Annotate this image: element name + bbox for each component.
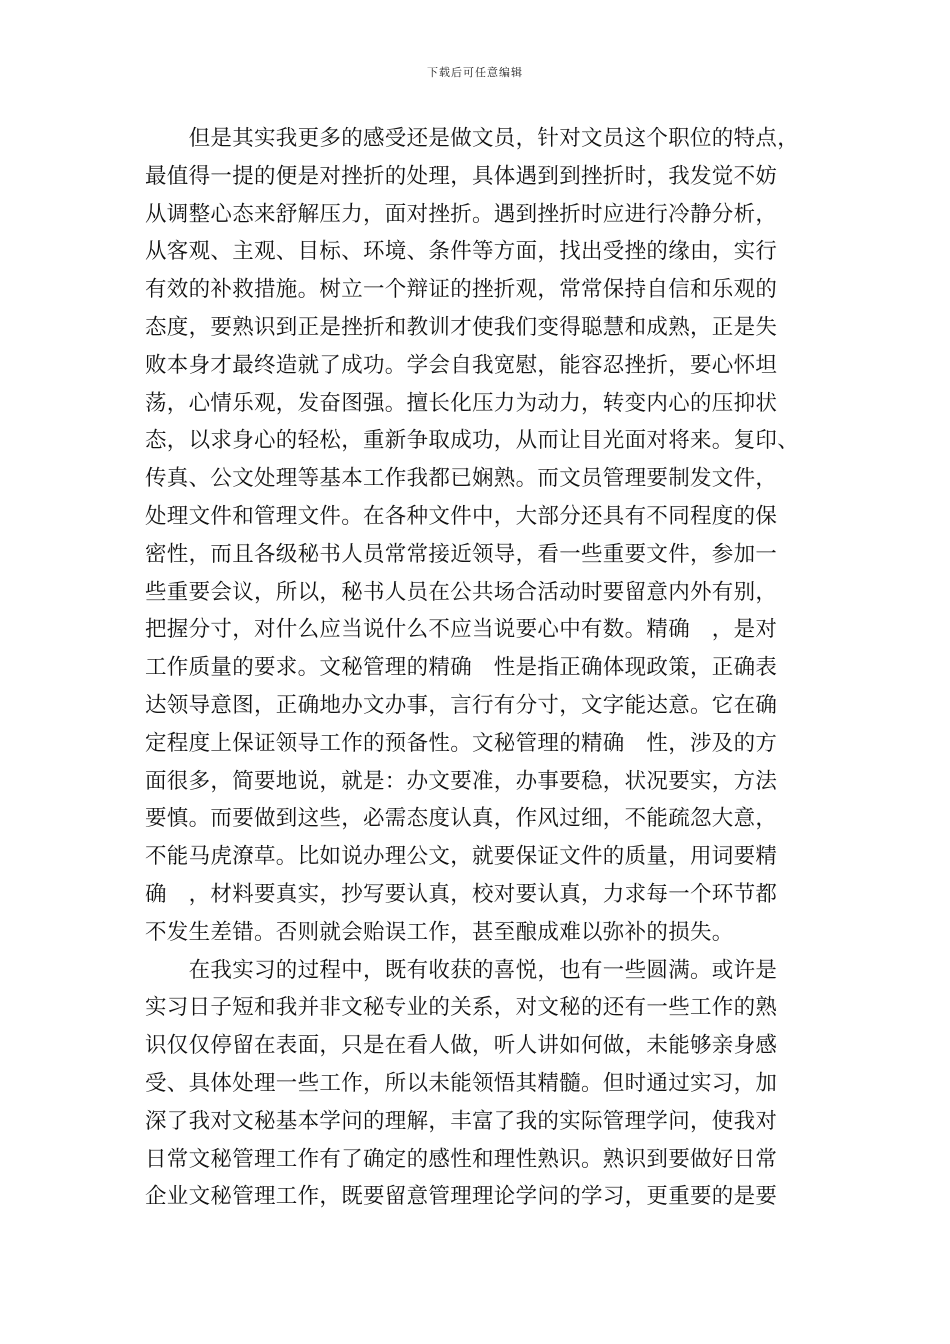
- text-line: 荡，心情乐观，发奋图强。擅长化压力为动力，转变内心的压抑状: [145, 390, 778, 416]
- document-body: [145, 120, 810, 1216]
- text-line: 企业文秘管理工作，既要留意管理理论学问的学习，更重要的是要: [145, 1184, 778, 1210]
- text-line: 达领导意图，正确地办文办事，言行有分寸，文字能达意。它在确: [145, 692, 778, 718]
- text-line: 败本身才最终造就了成功。学会自我宽慰，能容忍挫折，要心怀坦: [145, 352, 778, 378]
- text-line: 工作质量的要求。文秘管理的精确 性是指正确体现政策，正确表: [145, 655, 778, 681]
- text-line: 受、具体处理一些工作，所以未能领悟其精髓。但时通过实习，加: [145, 1070, 778, 1096]
- text-line: 处理文件和管理文件。在各种文件中，大部分还具有不同程度的保: [145, 503, 778, 529]
- page-header: 下载后可任意编辑: [427, 66, 523, 79]
- text-line: 最值得一提的便是对挫折的处理，具体遇到到挫折时，我发觉不妨: [145, 163, 778, 189]
- text-line: 但是其实我更多的感受还是做文员，针对文员这个职位的特点，: [145, 126, 800, 151]
- text-line: 深了我对文秘基本学问的理解，丰富了我的实际管理学问，使我对: [145, 1108, 778, 1134]
- text-line: 从客观、主观、目标、环境、条件等方面，找出受挫的缘由，实行: [145, 239, 778, 265]
- text-line: 确 ，材料要真实，抄写要认真，校对要认真，力求每一个环节都: [145, 881, 778, 907]
- text-line: 实习日子短和我并非文秘专业的关系，对文秘的还有一些工作的熟: [145, 995, 778, 1021]
- text-line: 日常文秘管理工作有了确定的感性和理性熟识。熟识到要做好日常: [145, 1146, 778, 1172]
- text-line: 些重要会议，所以，秘书人员在公共场合活动时要留意内外有别，: [145, 579, 778, 605]
- text-line: 从调整心态来舒解压力，面对挫折。遇到挫折时应进行冷静分析，: [145, 201, 778, 227]
- text-line: 在我实习的过程中，既有收获的喜悦，也有一些圆满。或许是: [145, 957, 778, 983]
- text-line: 面很多，简要地说，就是：办文要准，办事要稳，状况要实，方法: [145, 768, 778, 794]
- text-line: 不发生差错。否则就会贻误工作，甚至酿成难以弥补的损失。: [145, 919, 734, 945]
- text-line: 有效的补救措施。树立一个辩证的挫折观，常常保持自信和乐观的: [145, 277, 778, 303]
- text-line: 态，以求身心的轻松，重新争取成功，从而让目光面对将来。复印、: [145, 428, 800, 454]
- text-line: 传真、公文处理等基本工作我都已娴熟。而文员管理要制发文件，: [145, 466, 778, 492]
- text-line: 把握分寸，对什么应当说什么不应当说要心中有数。精确 ，是对: [145, 617, 778, 643]
- text-line: 要慎。而要做到这些，必需态度认真，作风过细，不能疏忽大意，: [145, 806, 778, 832]
- paragraph-1: [145, 120, 810, 952]
- text-line: 密性，而且各级秘书人员常常接近领导，看一些重要文件，参加一: [145, 541, 778, 567]
- text-line: 定程度上保证领导工作的预备性。文秘管理的精确 性，涉及的方: [145, 730, 778, 756]
- text-line: 识仅仅停留在表面，只是在看人做，听人讲如何做，未能够亲身感: [145, 1033, 778, 1059]
- paragraph-2: [145, 952, 810, 1217]
- text-line: 不能马虎潦草。比如说办理公文，就要保证文件的质量，用词要精: [145, 844, 778, 870]
- text-line: 态度，要熟识到正是挫折和教训才使我们变得聪慧和成熟，正是失: [145, 314, 778, 340]
